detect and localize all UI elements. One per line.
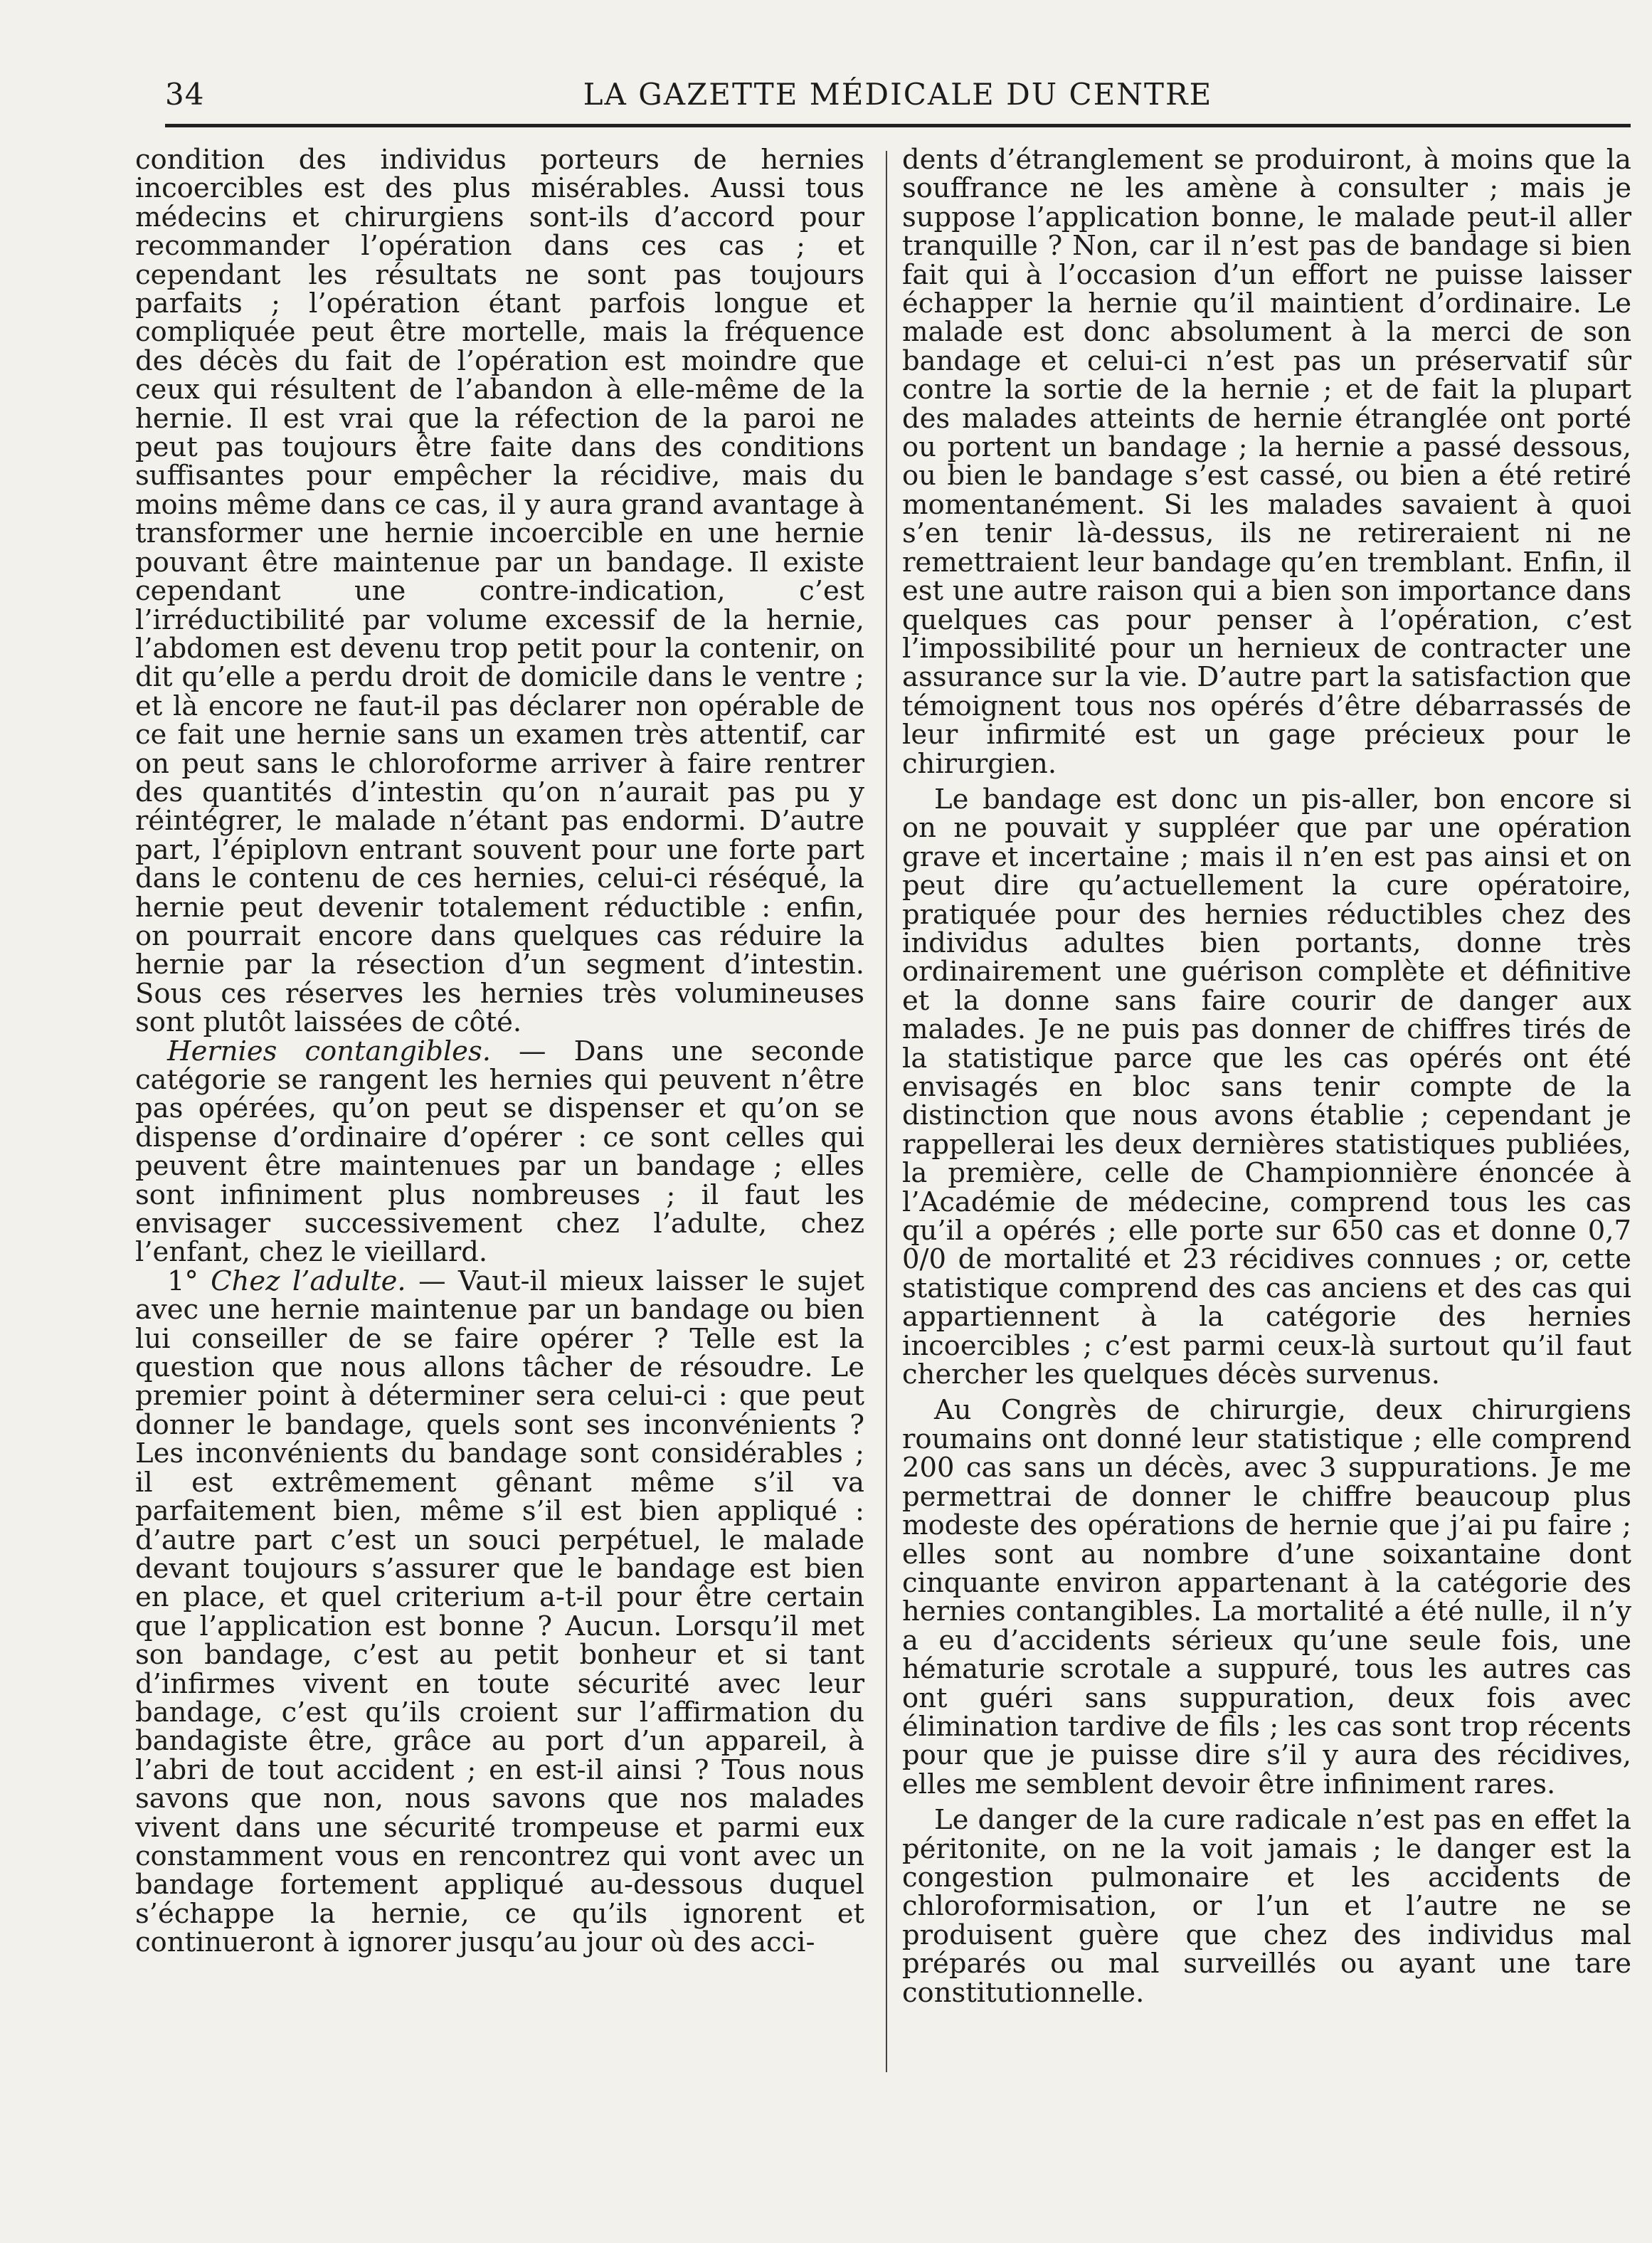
paragraph-radical-cure-danger: Le danger de la cure radicale n’est pas en effet la péritonite, on ne la voit jamais ; le danger est la congestion pulmonaire et les accidents de chloroformisation, or l’un et l’autre ne se produisent guère que chez des individus mal préparés ou mal surveillés ou ayant une tare constitutionnelle.	[902, 1804, 1631, 2009]
right-column	[902, 146, 1631, 2007]
paragraph-strangulation: dents d’étranglement se produiront, à moins que la souffrance ne les amène à consulter ; mais je suppose l’application bonne, le malade peut-il aller tranquille ? Non, car il n’est pas de bandage si bien fait qui à l’occasion d’un effort ne puisse laisser échapper la hernie qu’il maintient d’ordinaire. Le malade est donc absolument à la merci de son bandage et celui-ci n’est pas un préservatif sûr contre la sortie de la hernie ; et de fait la plupart des malades atteints de hernie étranglée ont porté ou portent un bandage ; la hernie a passé dessous, ou bien le bandage s’est cassé, ou bien a été retiré momentanément. Si les malades savaient à quoi s’en tenir là-dessus, ils ne retireraient ni ne remettraient leur bandage qu’en tremblant. Enfin, il est une autre raison qui a bien son importance dans quelques cas pour penser à l’opération, c’est l’impossibilité pour un hernieux de contracter une assurance sur la vie. D’autre part la satisfaction que témoignent tous nos opérés d’être débarrassés de leur infirmité est un gage précieux pour le chirurgien.	[902, 144, 1631, 780]
page-header	[165, 77, 1631, 120]
paragraph-bandage-pis-aller: Le bandage est donc un pis-aller, bon encore si on ne pouvait y suppléer que par une opération grave et incertaine ; mais il n’en est pas ainsi et on peut dire qu’actuellement la cure opératoire, pratiquée pour des hernies réductibles chez des individus adultes bien portants, donne très ordinairement une guérison complète et définitive et la donne sans faire courir de danger aux malades. Je ne puis pas donner de chiffres tirés de la statistique parce que les cas opérés ont été envisagés en bloc sans tenir compte de la distinction que nous avons établie ; cependant je rappellerai les deux dernières statistiques publiées, la première, celle de Championnière énoncée à l’Académie de médecine, comprend tous les cas qu’il a opérés ; elle porte sur 650 cas et donne 0,7 0/0 de mortalité et 23 récidives connues ; or, cette statistique comprend des cas anciens et des cas qui appartiennent à la catégorie des hernies incoercibles ; c’est parmi ceux-là surtout qu’il faut chercher les quelques décès survenus.	[902, 783, 1631, 1391]
section-number: 1°	[167, 1265, 211, 1297]
section-heading-adult: Chez l’adulte.	[211, 1265, 406, 1297]
paragraph-contangible-hernias	[135, 1035, 865, 1269]
paragraph-text: — Dans une seconde catégorie se rangent les hernies qui peuvent n’être pas opérées, qu’on peut se dispenser et qu’on se dispense d’ordinaire d’opérer : ce sont celles qui peuvent être maintenues par un bandage ; elles sont infiniment plus nombreuses ; il faut les envisager successivement chez l’adulte, chez l’enfant, chez le vieillard.	[135, 1035, 865, 1269]
column-rule	[886, 151, 887, 2072]
header-rule	[165, 124, 1631, 127]
paragraph-incoercible-hernias: condition des individus porteurs de hernies incoercibles est des plus misérables. Aussi tous médecins et chirurgiens sont-ils d’accord pour recommander l’opération dans ces cas ; et cependant les résultats ne sont pas toujours parfaits ; l’opération étant parfois longue et compliquée peut être mortelle, mais la fréquence des décès du fait de l’opération est moindre que ceux qui résultent de l’abandon à elle-même de la hernie. Il est vrai que la réfection de la paroi ne peut pas toujours être faite dans des conditions suffisantes pour empêcher la récidive, mais du moins même dans ce cas, il y aura grand avantage à transformer une hernie incoercible en une hernie pouvant être maintenue par un bandage. Il existe cependant une contre-indication, c’est l’irréductibilité par volume excessif de la hernie, l’abdomen est devenu trop petit pour la contenir, on dit qu’elle a perdu droit de domicile dans le ventre ; et là encore ne faut-il pas déclarer non opérable de ce fait une hernie sans un examen très attentif, car on peut sans le chloroforme arriver à faire rentrer des quantités d’intestin qu’on n’aurait pas pu y réintégrer, le malade n’étant pas endormi. D’autre part, l’épiplovn entrant souvent pour une forte part dans le contenu de ces hernies, celui-ci réséqué, la hernie peut devenir totalement réductible : enfin, on pourrait encore dans quelques cas réduire la hernie par la résection d’un segment d’intestin. Sous ces réserves les hernies très volumineuses sont plutôt laissées de côté.	[135, 144, 864, 1039]
left-column	[135, 146, 864, 1958]
section-heading-contangible: Hernies contangibles.	[167, 1035, 491, 1067]
page-number: 34	[165, 77, 205, 112]
running-title: LA GAZETTE MÉDICALE DU CENTRE	[583, 77, 1213, 112]
paragraph-text: — Vaut-il mieux laisser le sujet avec une hernie maintenue par un bandage ou bien lui conseiller de se faire opérer ? Telle est la question que nous allons tâcher de résoudre. Le premier point à déterminer sera celui-ci : que peut donner le bandage, quels sont ses inconvénients ? Les inconvénients du bandage sont considérables ; il est extrêmement gênant même s’il va parfaitement bien, même s’il est bien appliqué : d’autre part c’est un souci perpétuel, le malade devant toujours s’assurer que le bandage est bien en place, et quel criterium a-t-il pour être certain que l’application est bonne ? Aucun. Lorsqu’il met son bandage, c’est au petit bonheur et si tant d’infirmes vivent en toute sécurité avec leur bandage, c’est qu’ils croient sur l’affirmation du bandagiste être, grâce au port d’un appareil, à l’abri de tout accident ; en est-il ainsi ? Tous nous savons que non, nous savons que nos malades vivent dans une sécurité trompeuse et parmi eux constamment vous en rencontrez qui vont avec un bandage fortement appliqué au-dessous duquel s’échappe la hernie, ce qu’ils ignorent et continueront à ignorer jusqu’au jour où des acci-	[135, 1265, 865, 1959]
paragraph-adult	[135, 1267, 864, 1958]
paragraph-congress-statistics: Au Congrès de chirurgie, deux chirurgiens roumains ont donné leur statistique ; elle comprend 200 cas sans un décès, avec 3 suppurations. Je me permettrai de donner le chiffre beaucoup plus modeste des opérations de hernie que j’ai pu faire ; elles sont au nombre d’une soixantaine dont cinquante environ appartenant à la catégorie des hernies contangibles. La mortalité a été nulle, il n’y a eu d’accidents sérieux qu’une seule fois, une hématurie scrotale a suppuré, tous les autres cas ont guéri sans suppuration, deux fois avec élimination tardive de fils ; les cas sont trop récents pour que je puisse dire s’il y aura des récidives, elles me semblent devoir être infiniment rares.	[902, 1394, 1631, 1800]
